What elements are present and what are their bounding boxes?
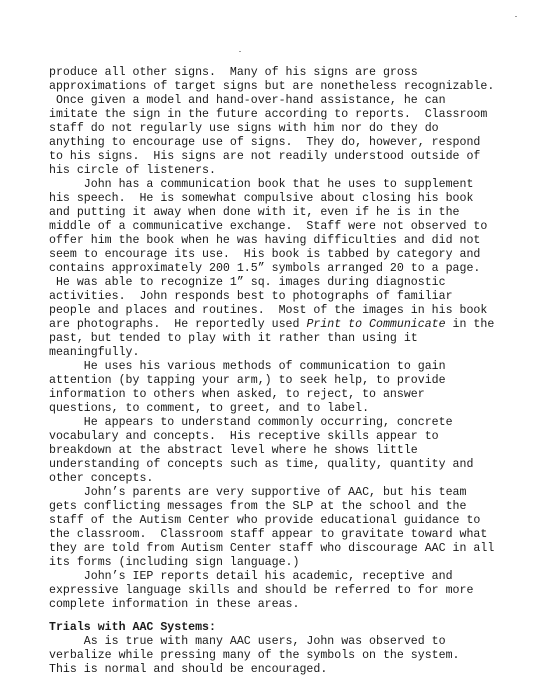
text-line: middle of a communicative exchange. Staff were not observed to [49,220,488,233]
section-heading: Trials with AAC Systems: [49,621,216,634]
italic-title: Print to Communicate [306,318,446,331]
text-line: expressive language skills and should be referred to for more [49,584,474,597]
text-line: questions, to comment, to greet, and to label. [49,402,370,415]
text-line: gets conflicting messages from the SLP at the school and the [49,500,467,513]
text-line: He uses his various methods of communication to gain [49,360,446,373]
text-line: As is true with many AAC users, John was observed to [49,635,446,648]
text-line: information to others when asked, to reject, to answer [49,388,425,401]
text-line: John’s parents are very supportive of AAC, but his team [49,486,467,499]
scan-mark [239,51,241,52]
text-line: people and places and routines. Most of the images in his book [49,304,488,317]
text-line: his circle of listeners. [49,164,216,177]
text-line: understanding of concepts such as time, quality, quantity and [49,458,474,471]
text-segment: are photographs. He reportedly used [49,318,307,331]
text-line: complete information in these areas. [49,598,300,611]
text-line: He was able to recognize 1” sq. images during diagnostic [49,276,446,289]
text-line: breakdown at the abstract level where he shows little [49,444,418,457]
text-line: and putting it away when done with it, even if he is in the [49,206,460,219]
text-line: John has a communication book that he uses to supplement [49,178,474,191]
text-line: meaningfully. [49,346,140,359]
text-line: other concepts. [49,472,154,485]
text-line: to his signs. His signs are not readily understood outside of [49,150,481,163]
text-line: produce all other signs. Many of his signs are gross [49,66,418,79]
text-line: staff of the Autism Center who provide educational guidance to [49,514,481,527]
text-line: vocabulary and concepts. His receptive skills appear to [49,430,439,443]
text-line: activities. John responds best to photographs of familiar [49,290,453,303]
text-line: approximations of target signs but are nonetheless recognizable. [49,80,495,93]
text-line: John’s IEP reports detail his academic, receptive and [49,570,453,583]
text-line [49,318,494,332]
text-line: contains approximately 200 1.5” symbols arranged 20 to a page. [49,262,481,275]
text-line: Once given a model and hand-over-hand assistance, he can [49,94,446,107]
text-line: seem to encourage its use. His book is tabbed by category and [49,248,481,261]
text-line: they are told from Autism Center staff who discourage AAC in all [49,542,495,555]
text-line: staff do not regularly use signs with him nor do they do [49,122,439,135]
text-line: its forms (including sign language.) [49,556,300,569]
text-line: offer him the book when he was having difficulties and did not [49,234,481,247]
text-line: anything to encourage use of signs. They do, however, respond [49,136,481,149]
text-line: imitate the sign in the future according to reports. Classroom [49,108,488,121]
scan-mark [515,16,517,17]
text-line: past, but tended to play with it rather than using it [49,332,418,345]
text-line: verbalize while pressing many of the symbols on the system. [49,649,460,662]
text-line: the classroom. Classroom staff appear to gravitate toward what [49,528,488,541]
text-line: attention (by tapping your arm,) to seek help, to provide [49,374,446,387]
text-line: This is normal and should be encouraged. [49,663,328,676]
text-line: his speech. He is somewhat compulsive about closing his book [49,192,474,205]
text-segment: in the [445,318,495,331]
text-line: He appears to understand commonly occurring, concrete [49,416,453,429]
